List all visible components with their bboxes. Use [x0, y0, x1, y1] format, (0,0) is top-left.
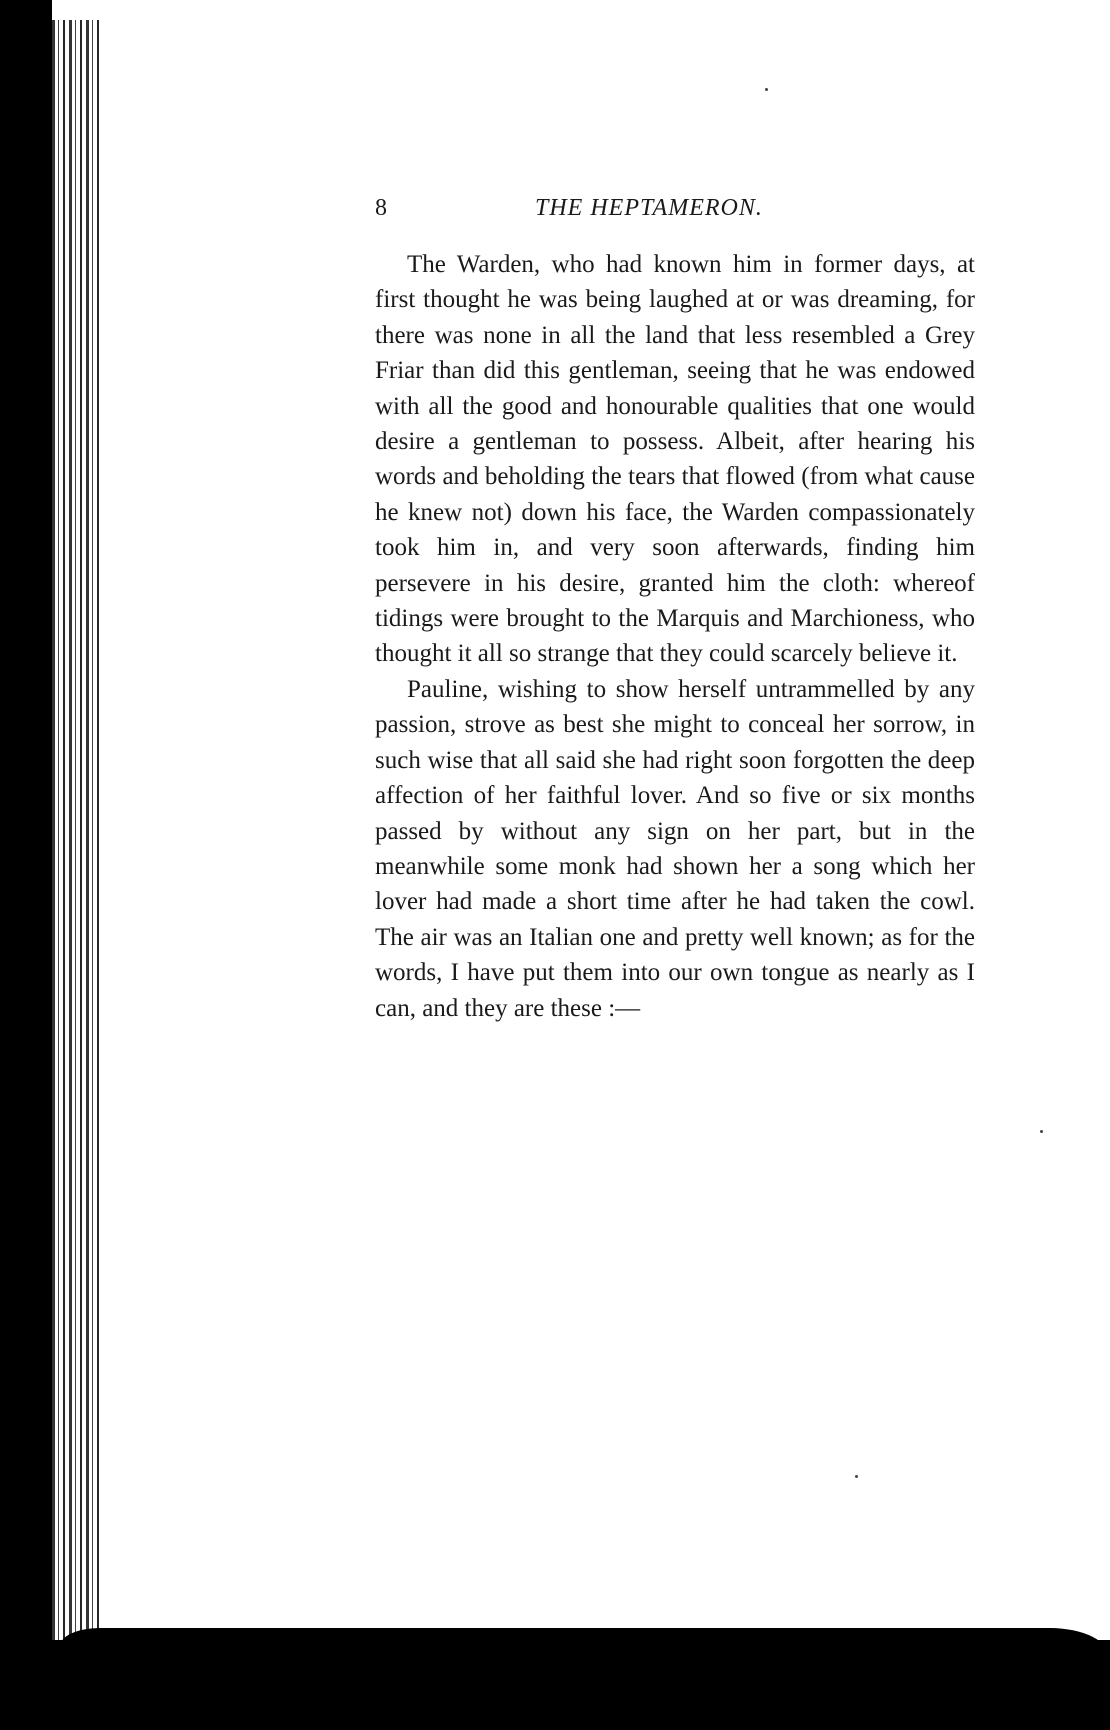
scan-speck	[855, 1475, 858, 1478]
book-page	[375, 195, 975, 1026]
body-text	[375, 247, 975, 1026]
scan-bottom-edge	[0, 1640, 1110, 1730]
running-head	[375, 195, 975, 235]
running-title: THE HEPTAMERON.	[535, 195, 763, 221]
paragraph: The Warden, who had known him in former days, at first thought he was being laughed at or was dreaming, for there was none in all the land that less resembled a Grey Friar than did this gentleman, seeing that he was endowed with all the good and honourable qualities that one would desire a gentleman to possess. Albeit, after hearing his words and beholding the tears that flowed (from what cause he knew not) down his face, the Warden compassionately took him in, and very soon afterwards, finding him persevere in his desire, granted him the cloth: whereof tidings were brought to the Marquis and Marchioness, who thought it all so strange that they could scarcely believe it.	[375, 251, 975, 668]
scan-binding-edge	[0, 0, 52, 1730]
scan-speck	[765, 88, 768, 91]
scan-speck	[1040, 1130, 1043, 1133]
page-number: 8	[375, 195, 387, 221]
paragraph: Pauline, wishing to show herself untrammelled by any passion, strove as best she might to conceal her sorrow, in such wise that all said she had right soon forgotten the deep affection of her faithful lover. And so five or six months passed by without any sign on her part, but in the meanwhile some monk had shown her a song which her lover had made a short time after he had taken the cowl. The air was an Italian one and pretty well known; as for the words, I have put them into our own tongue as nearly as I can, and they are these :—	[375, 675, 975, 1022]
scan-binding-shadow	[52, 20, 100, 1660]
